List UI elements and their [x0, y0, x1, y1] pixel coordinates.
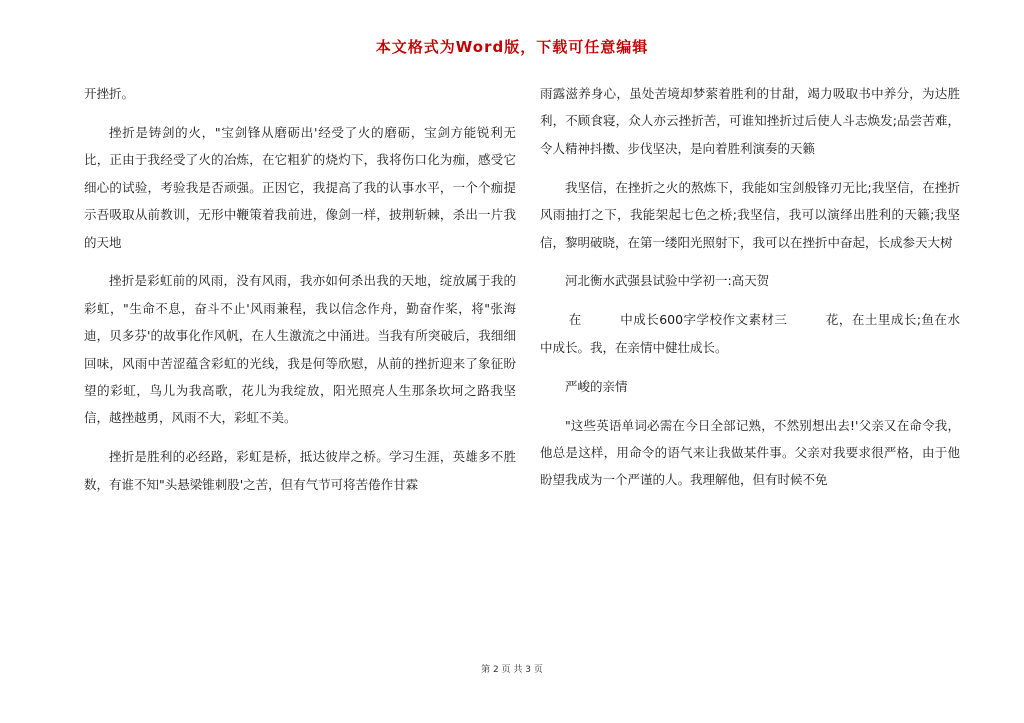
paragraph: "这些英语单词必需在今日全部记熟，不然别想出去!'父亲又在命令我，他总是这样，用命令的语气来让我做某件事。父亲对我要求很严格，由于他盼望我成为一个严谨的人。我理解他，但有时候不免	[540, 417, 960, 488]
sub-title: 严峻的亲情	[565, 378, 628, 394]
paragraph: 我坚信，在挫折之火的熬炼下，我能如宝剑般锋刃无比;我坚信，在挫折风雨抽打之下，我能架起七色之桥;我坚信，我可以演绎出胜利的天籁;我坚信，黎明破晓，在第一缕阳光照射下，我可以在挫折中奋起，长成参天大树	[540, 179, 960, 250]
heading-part-b: 中成长600字学校作文素材三	[619, 312, 788, 328]
word-format-banner: 本文格式为Word版，下载可任意编辑	[375, 38, 649, 56]
paragraph: 开挫折。	[84, 86, 135, 101]
left-column	[84, 80, 516, 510]
section-heading-paragraph	[540, 306, 960, 361]
right-column	[540, 80, 960, 505]
heading-part-c: 花，在土里成长;鱼在水中成长。我，在亲情中健壮成长。	[540, 312, 960, 355]
paragraph: 挫折是铸剑的火，"宝剑锋从磨砺出'经受了火的磨砺，宝剑方能锐利无比，正由于我经受了火的冶炼，在它粗犷的烧灼下，我将伤口化为痂，感受它细心的试验，考验我是否顽强。正因它，我提高了我的认事水平，一个个痂提示吾吸取从前教训，无形中鞭策着我前进，像剑一样，披荆斩棘，杀出一片我的天地	[84, 124, 516, 250]
paragraph: 挫折是彩虹前的风雨，没有风雨，我亦如何杀出我的天地，绽放属于我的彩虹，"生命不息，奋斗不止'风雨兼程，我以信念作舟，勤奋作桨，将"张海迪，贝多芬'的故事化作风帆，在人生激流之中涌进。当我有所突破后，我细细回味，风雨中苦涩蕴含彩虹的光线，我是何等欣慰，从前的挫折迎来了象征盼望的彩虹，鸟儿为我高歌，花儿为我绽放，阳光照亮人生那条坎坷之路我坚信，越挫越勇，风雨不大，彩虹不美。	[84, 273, 516, 426]
page-number: 第 2 页 共 3 页	[481, 665, 543, 675]
paragraph: 雨露滋养身心，虽处苦境却梦萦着胜利的甘甜，竭力吸取书中养分，为达胜利，不顾食寝，众人亦云挫折苦，可谁知挫折过后使人斗志焕发;品尝苦难，令人精神抖擞、步伐坚决，是向着胜利演奏的天籁	[540, 86, 960, 156]
paragraph: 挫折是胜利的必经路，彩虹是桥，抵达彼岸之桥。学习生涯，英雄多不胜数，有谁不知"头悬梁锥刺股'之苦，但有气节可将苦倦作甘霖	[84, 449, 516, 492]
heading-part-a: 在	[568, 312, 582, 328]
author-line: 河北衡水武强县试验中学初一:高天贺	[565, 273, 770, 289]
